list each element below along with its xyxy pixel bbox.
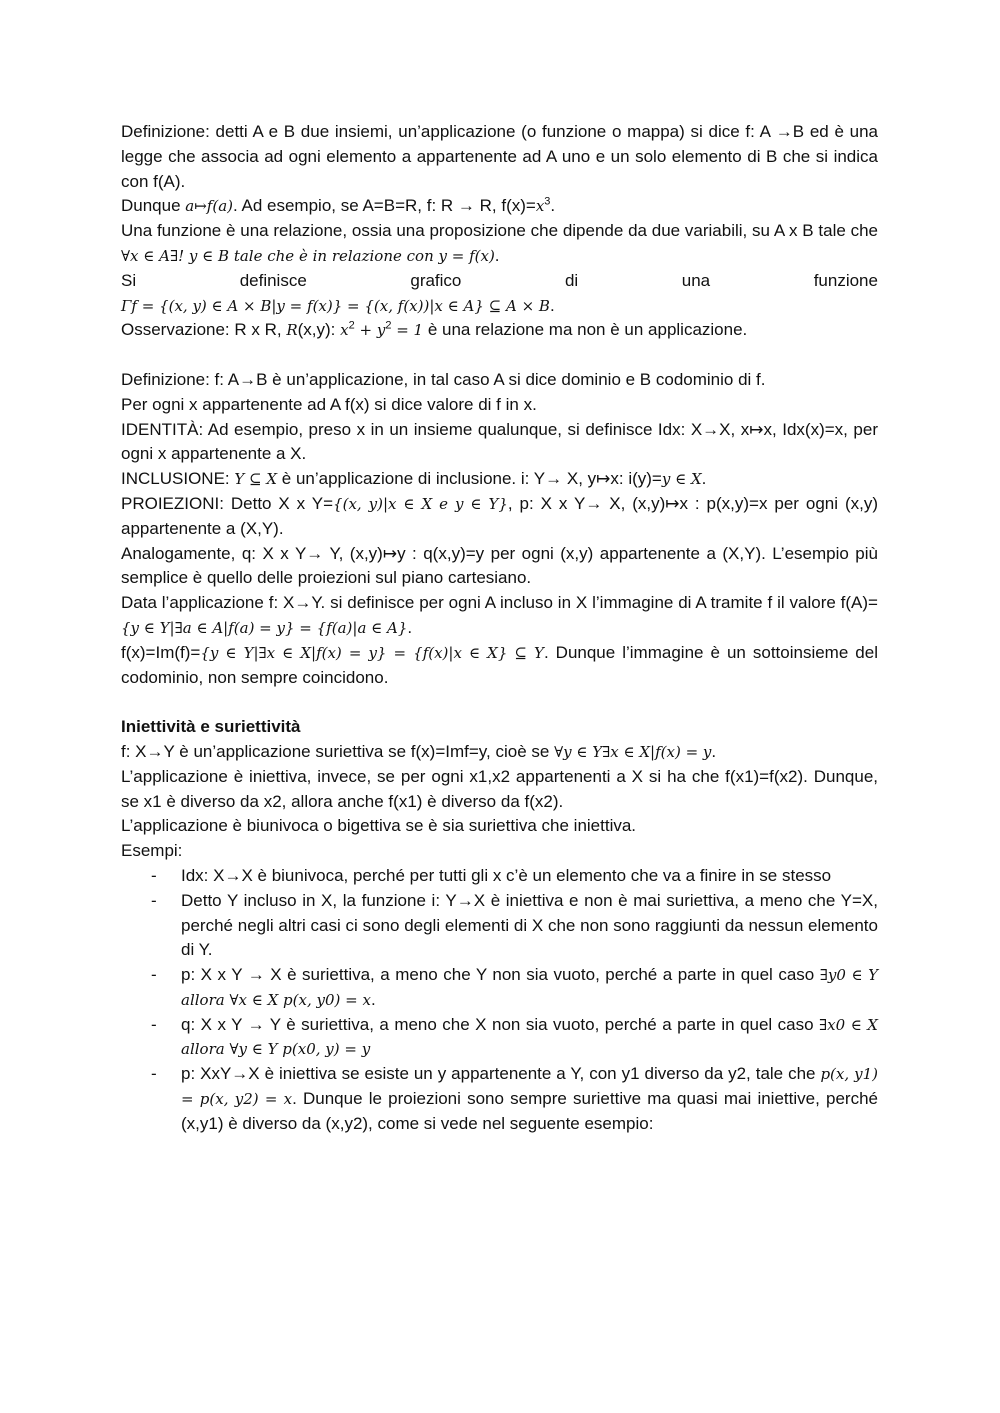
domain-definition: Definizione: f: A→B è un’applicazione, in tal caso A si dice dominio e B codominio di f. [121,369,766,389]
math-expression: ∃x0 ∈ X allora ∀y ∈ Y p(x0, y) = y [181,1015,878,1059]
math-expression: Γf = {(x, y) ∈ A × B|y = f(x)} = {(x, f(x))|x ∈ A} ⊆ A × B [121,296,550,315]
relation-paragraph: Una funzione è una relazione, ossia una proposizione che dipende da due variabili, su A x B tale che ∀x ∈ A∃! y ∈ B tale che è in relazione con y = f(x). [121,221,878,265]
spacer [121,690,878,715]
math-expression: {y ∈ Y|∃a ∈ A|f(a) = y} = {f(a)|a ∈ A} [121,618,408,637]
examples-label: Esempi: [121,841,183,861]
list-item: - Idx: X→X è biunivoca, perché per tutti gli x c’è un elemento che va a finire in se stesso [121,864,878,889]
surjective-paragraph: f: X→Y è un’applicazione suriettiva se f(x)=Imf=y, cioè se ∀y ∈ Y∃x ∈ X|f(x) = y. [121,741,717,761]
bullet-dash: - [151,865,157,885]
math-expression: a↦f(a) [185,197,233,216]
observation-paragraph: Osservazione: R x R, R(x,y): $x^2 + y^2 = 1$ è una relazione ma non è un applicazione. [121,319,748,340]
example-paragraph: Dunque a↦f(a). Ad esempio, se A=B=R, f: R → R, $f(x)=x^3$. [121,195,556,216]
math-expression: ∀y ∈ Y∃x ∈ X|f(x) = y [554,742,712,761]
math-expression: x [340,321,349,340]
superscript: 3 [544,195,551,208]
bullet-dash: - [151,1014,157,1034]
image-definition: Data l’applicazione f: X→Y. si definisce per ogni A incluso in X l’immagine di A tramite f il valore f(A)={y ∈ Y|∃a ∈ A|f(a) = y} = {f(a)|a ∈ A}. [121,593,878,637]
examples-list [121,864,878,1137]
injective-paragraph: L’applicazione è iniettiva, invece, se per ogni x1,x2 appartenenti a X si ha che f(x1)=f(x2). Dunque, se x1 è diverso da x2, allora anche f(x1) è diverso da f(x2). [121,766,878,811]
document-body [121,120,878,1137]
graph-formula-line: Γf = {(x, y) ∈ A × B|y = f(x)} = {(x, f(x))|x ∈ A} ⊆ A × B. [121,295,555,315]
math-expression: ∀x ∈ A∃! y ∈ B tale che è in relazione con y = f(x) [121,246,495,265]
value-definition: Per ogni x appartenente ad A f(x) si dice valore di f in x. [121,394,537,414]
identity-paragraph: IDENTITÀ: Ad esempio, preso x in un insieme qualunque, si definisce Idx: X→X, x↦x, Idx(x)=x, per ogni x appartenente a X. [121,419,878,464]
graph-definition-line: Si definisce grafico di una funzione [121,270,878,290]
analogous-paragraph: Analogamente, q: X x Y→ Y, (x,y)↦y : q(x,y)=y per ogni (x,y) appartenente a (X,Y). L’esempio più semplice è quello delle proiezioni sul piano cartesiano. [121,543,878,588]
math-expression: y ∈ X [661,470,702,489]
image-paragraph: f(x)=Im(f)={y ∈ Y|∃x ∈ X|f(x) = y} = {f(x)|x ∈ X} ⊆ Y. Dunque l’immagine è un sottoinsieme del codominio, non sempre coincidono. [121,642,878,687]
projections-paragraph: PROIEZIONI: Detto X x Y={(x, y)|x ∈ X e y ∈ Y}, p: X x Y→ X, (x,y)↦x : p(x,y)=x per ogni (x,y) appartenente a (X,Y). [121,493,878,538]
math-expression: Y ⊆ X [234,470,278,489]
list-item: - q: X x Y → Y è suriettiva, a meno che X non sia vuoto, perché a parte in quel caso ∃x0 ∈ X allora ∀y ∈ Y p(x0, y) = y [151,1014,878,1059]
list-item: - p: XxY→X è iniettiva se esiste un y appartenente a Y, con y1 diverso da y2, tale che p(x, y1) = p(x, y2) = x. Dunque le proiezioni sono sempre suriettive ma quasi mai iniettive, perché (x,y1) è diverso da (x,y2), come si vede nel seguente esempio: [151,1064,878,1133]
bullet-dash: - [151,890,157,910]
math-expression: ∃y0 ∈ Y allora ∀x ∈ X p(x, y0) = x [181,966,878,1009]
definition-paragraph: Definizione: detti A e B due insiemi, un’applicazione (o funzione o mappa) si dice f: A →B ed è una legge che associa ad ogni elemento a appartenente ad A uno e un solo elemento di B che si indica con f(A). [121,122,878,191]
spacer [121,343,878,368]
math-expression: {(x, y)|x ∈ X e y ∈ Y} [333,494,508,513]
list-item: - p: X x Y → X è suriettiva, a meno che Y non sia vuoto, perché a parte in quel caso ∃y0 ∈ Y allora ∀x ∈ X p(x, y0) = x. [151,965,878,1009]
bullet-dash: - [151,1064,157,1084]
math-expression: x [535,197,545,216]
bullet-dash: - [151,965,157,985]
list-item: - Detto Y incluso in X, la funzione i: Y→X è iniettiva e non è mai suriettiva, a meno che Y=X, perché negli altri casi ci sono degli elementi di X che non sono raggiunti da nessun elemento di Y. [151,890,878,960]
math-expression: p(x, y1) = p(x, y2) = x [181,1065,878,1109]
math-expression: {y ∈ Y|∃x ∈ X|f(x) = y} = {f(x)|x ∈ X} ⊆ Y [200,643,544,662]
bijective-paragraph: L’applicazione è biunivoca o bigettiva se è sia suriettiva che iniettiva. [121,816,637,836]
inclusion-paragraph: INCLUSIONE: Y ⊆ X è un’applicazione di inclusione. i: Y→ X, y↦x: i(y)=y ∈ X. [121,469,707,489]
section-heading: Iniettività e suriettività [121,717,301,737]
